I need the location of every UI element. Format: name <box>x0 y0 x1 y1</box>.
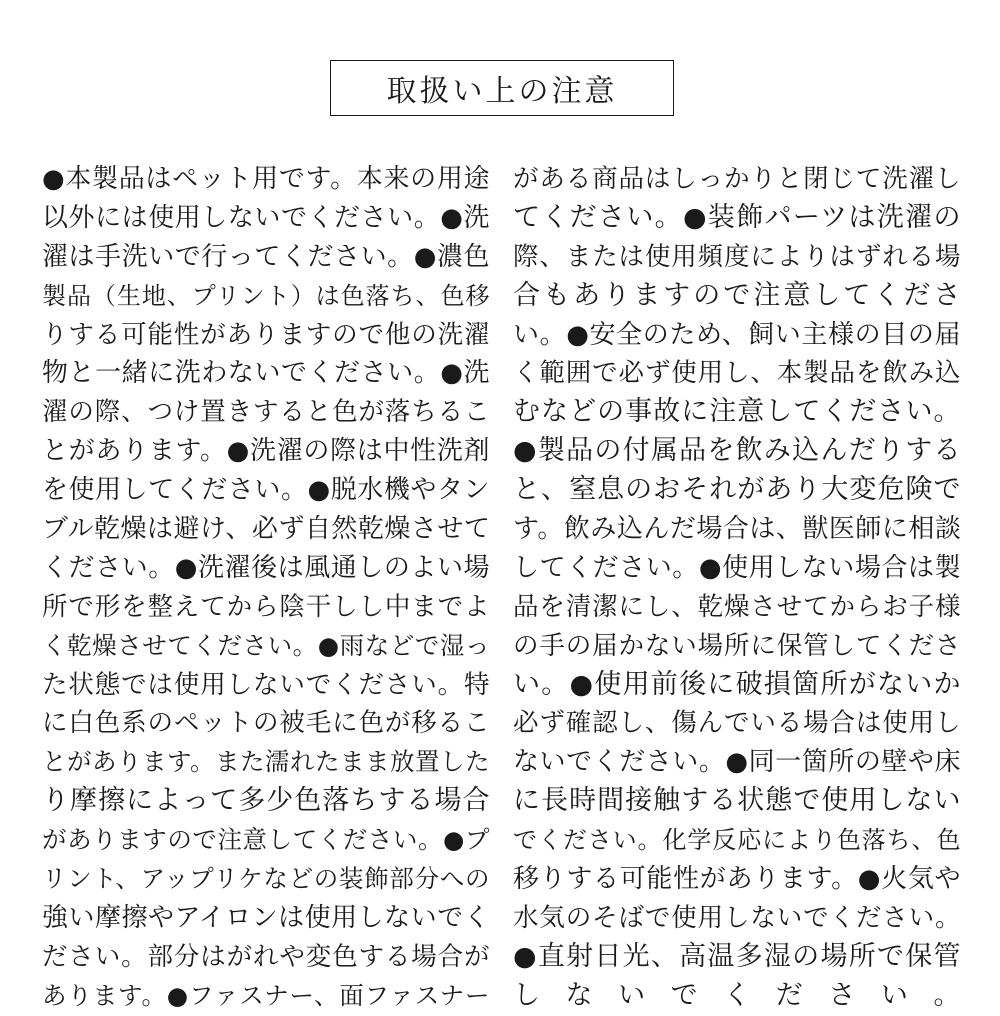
notes-line: く乾燥させてください。●雨などで湿っ <box>42 630 490 660</box>
notes-line: 以外には使用しないでください。●洗 <box>42 202 490 233</box>
notes-line: 製品（生地、プリント）は色落ち、色移 <box>42 281 490 310</box>
notes-line: ないでください。●同一箇所の壁や床 <box>513 747 961 778</box>
notes-line: ●直射日光、高温多湿の場所で保管 <box>513 940 961 972</box>
notes-line: 濯の際、つけ置きすると色が落ちるこ <box>42 397 490 428</box>
notes-line: むなどの事故に注意してください。 <box>513 396 961 428</box>
notes-right-column <box>513 160 961 1016</box>
notes-line: 強い摩擦やアイロンは使用しないでく <box>42 902 490 933</box>
notes-line: 水気のそばで使用しないでください。 <box>513 902 961 933</box>
notes-line: ブル乾燥は避け、必ず自然乾燥させて <box>42 514 490 545</box>
notes-line: 濯は手洗いで行ってください。●濃色 <box>42 241 490 272</box>
notes-line: りする可能性がありますので他の洗濯 <box>42 319 490 350</box>
notes-line: あります。●ファスナー、面ファスナー <box>42 980 490 1010</box>
notes-line: リント、アップリケなどの装飾部分への <box>42 864 490 894</box>
notes-line: た状態では使用しないでください。特 <box>42 669 490 700</box>
notes-line: り摩擦によって多少色落ちする場合 <box>42 785 490 817</box>
notes-line: ●製品の付属品を飲み込んだりする <box>513 435 961 467</box>
notes-line: 品を清潔にし、乾燥させてからお子様 <box>513 591 961 622</box>
notes-line: い。●安全のため、飼い主様の目の届 <box>513 319 961 350</box>
notes-line: してください。●使用しない場合は製 <box>513 552 961 583</box>
notes-line: 所で形を整えてから陰干しし中までよ <box>42 591 490 622</box>
notes-line: を使用してください。●脱水機やタン <box>42 475 490 506</box>
notes-line: てください。●装飾パーツは洗濯の <box>513 201 961 233</box>
page-title: 取扱い上の注意 <box>330 60 674 116</box>
notes-line: とがあります。また濡れたまま放置した <box>42 747 490 777</box>
notes-line: い。●使用前後に破損箇所がないか <box>513 668 961 700</box>
notes-line: ださい。部分はがれや変色する場合が <box>42 941 490 972</box>
notes-line: と、窒息のおそれがあり大変危険で <box>513 474 961 506</box>
notes-line: く範囲で必ず使用し、本製品を飲み込 <box>513 358 961 389</box>
notes-line: に白色系のペットの被毛に色が移るこ <box>42 708 490 739</box>
notes-line: 合もありますので注意してくださ <box>513 279 961 311</box>
notes-line: 移りする可能性があります。●火気や <box>513 864 961 895</box>
notes-line: す。飲み込んだ場合は、獣医師に相談 <box>513 514 961 545</box>
notes-line: ください。●洗濯後は風通しのよい場 <box>42 552 490 583</box>
notes-line: しないでください。 <box>513 979 961 1011</box>
notes-line: の手の届かない場所に保管してくださ <box>513 630 961 661</box>
notes-line: 必ず確認し、傷んでいる場合は使用し <box>513 708 961 739</box>
notes-line: ●本製品はペット用です。本来の用途 <box>42 164 490 194</box>
notes-line: に長時間接触する状態で使用しない <box>513 785 961 817</box>
notes-line: 際、または使用頻度によりはずれる場 <box>513 241 961 272</box>
notes-left-column <box>42 160 490 1016</box>
notes-line: でください。化学反応により色落ち、色 <box>513 826 961 855</box>
notes-line: とがあります。●洗濯の際は中性洗剤 <box>42 436 490 467</box>
notes-line: がありますので注意してください。●プ <box>42 825 490 855</box>
notes-line: 物と一緒に洗わないでください。●洗 <box>42 358 490 389</box>
notes-line: がある商品はしっかりと閉じて洗濯し <box>513 164 961 194</box>
